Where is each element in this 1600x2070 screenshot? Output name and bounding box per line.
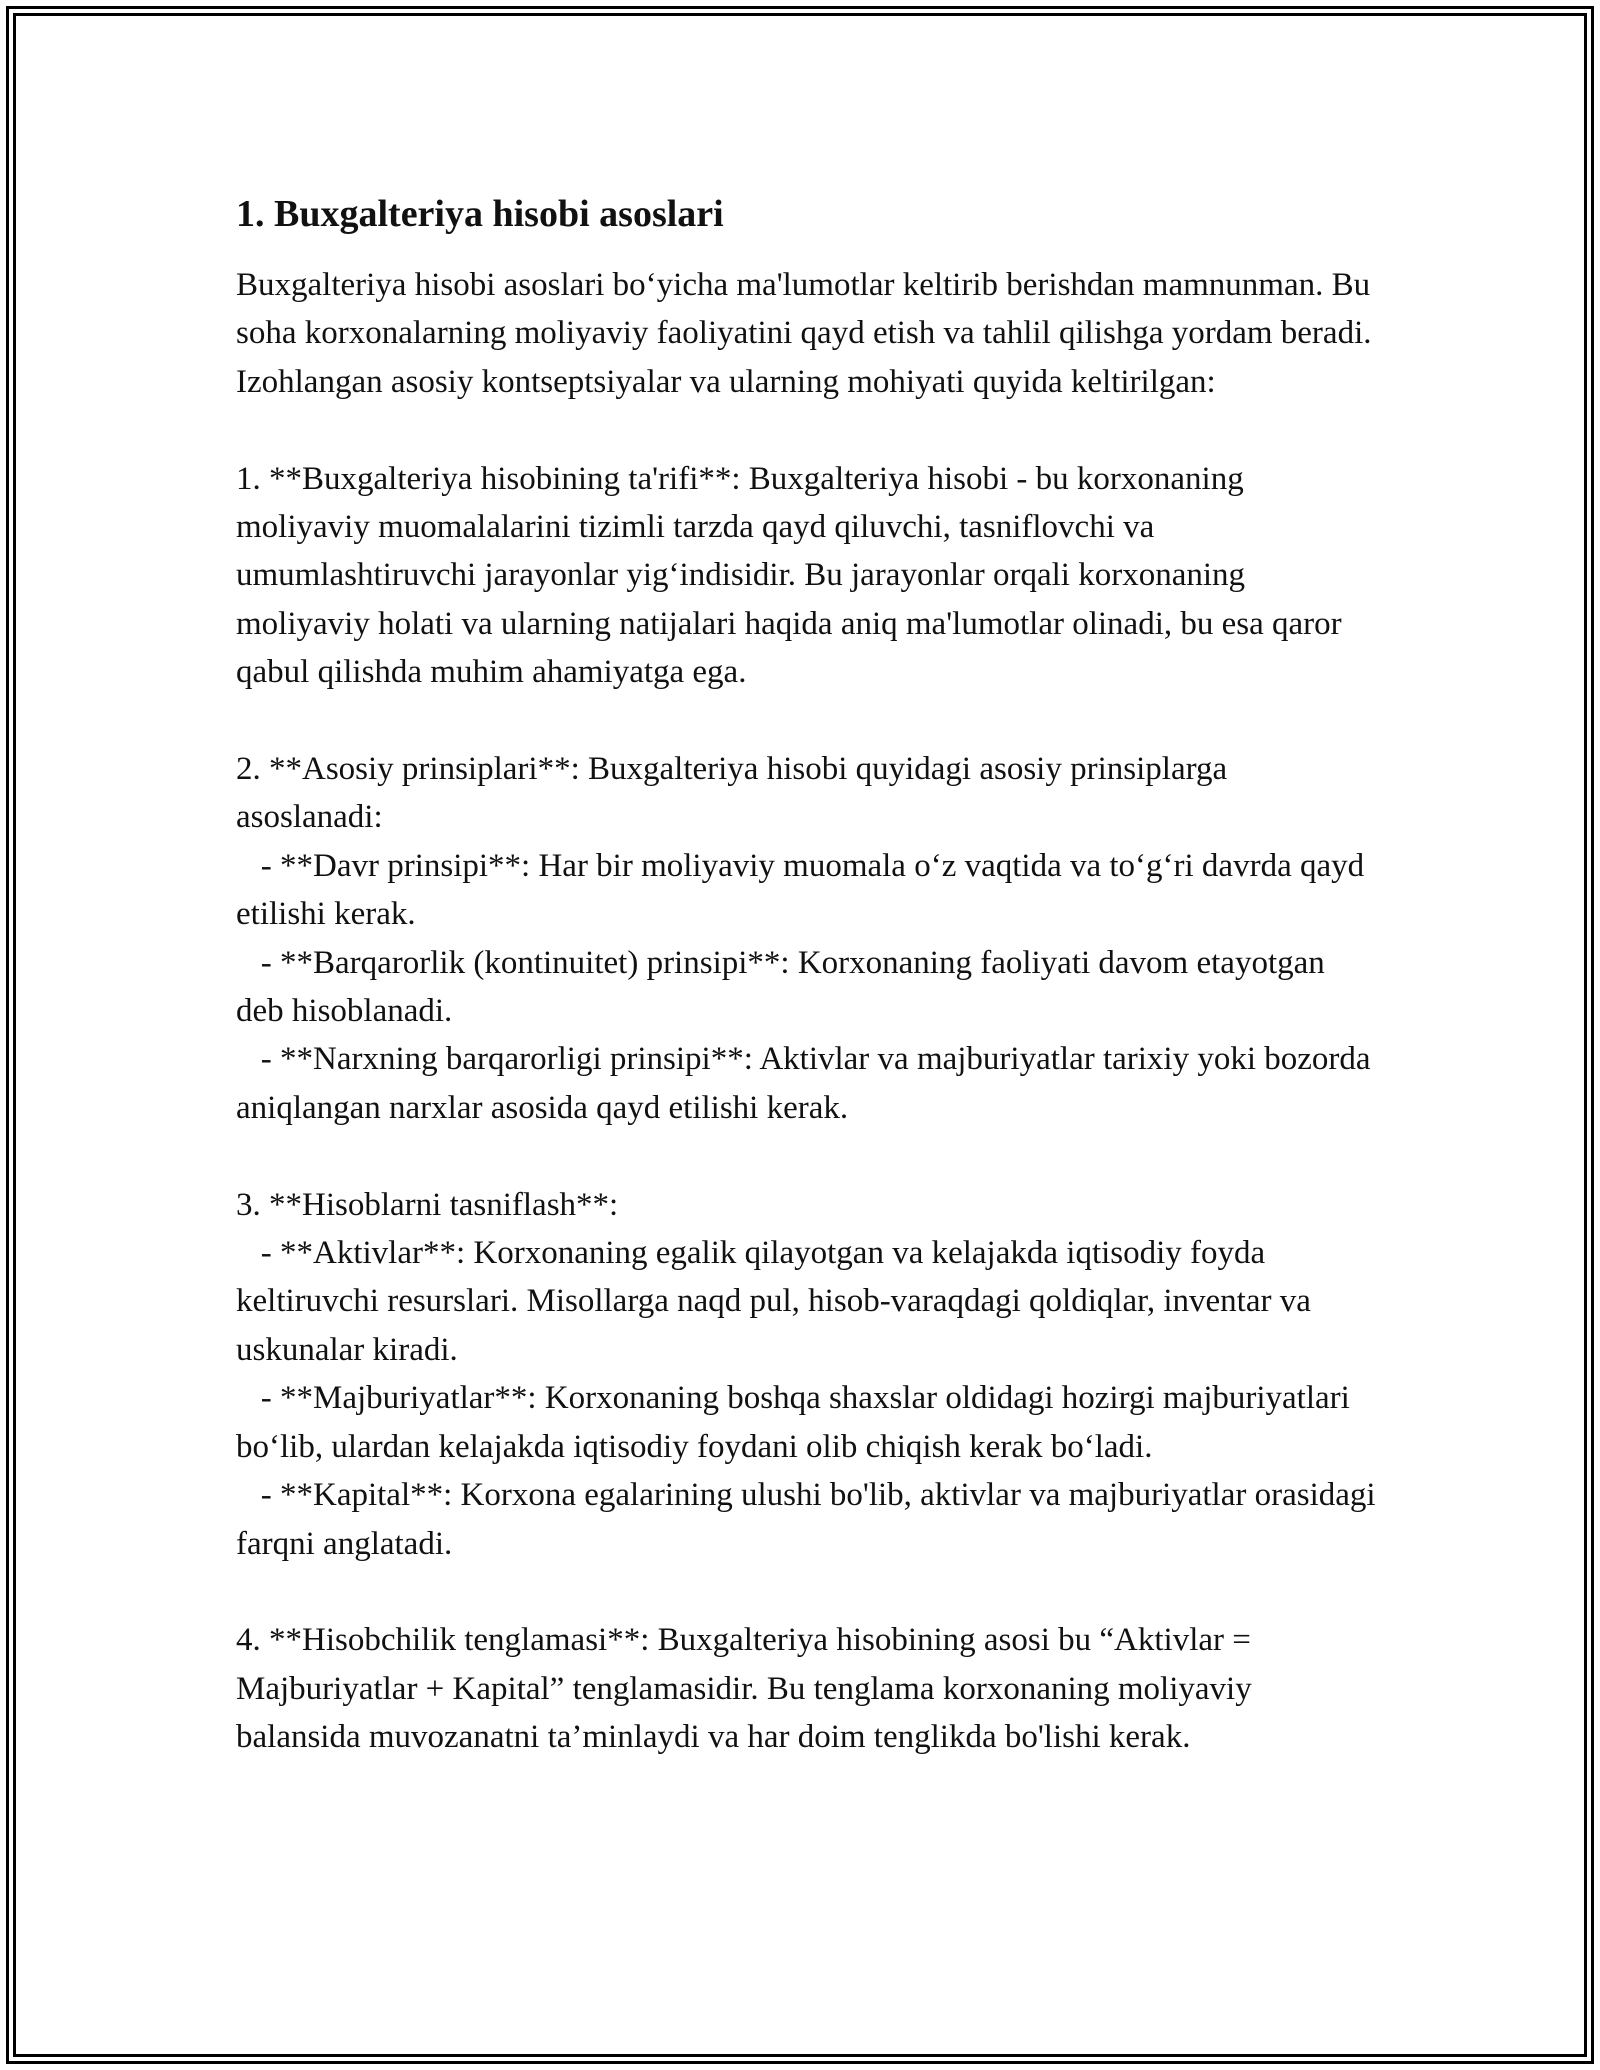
document-body (236, 185, 1384, 1762)
paragraph-gap (236, 406, 1376, 454)
section-2-item-period: - **Davr prinsipi**: Har bir moliyaviy muomala o‘z vaqtida va to‘g‘ri davrda qayd etilishi kerak. (236, 847, 1373, 933)
section-3-item-capital: - **Kapital**: Korxona egalarining ulushi bo'lib, aktivlar va majburiyatlar orasidagi farqni anglatadi. (236, 1477, 1384, 1562)
paragraph-gap (236, 1568, 1376, 1616)
document-title: 1. Buxgalteriya hisobi asoslari (236, 193, 724, 235)
intro-paragraph: Buxgalteriya hisobi asoslari bo‘yicha ma'lumotlar keltirib berishdan mamnunman. Bu soha korxonalarning moliyaviy faoliyatini qayd etish va tahlil qilishga yordam beradi. Izohlangan asosiy kontseptsiyalar va ularning mohiyati quyida keltirilgan: (236, 267, 1380, 400)
section-4-equation: 4. **Hisobchilik tenglamasi**: Buxgalteriya hisobining asosi bu “Aktivlar = Majburiyatlar + Kapital” tenglamasidir. Bu tenglama korxonaning moliyaviy balansida muvozanatni ta’minlaydi va har doim tenglikda bo'lishi kerak. (236, 1622, 1260, 1756)
section-2-heading: 2. **Asosiy prinsiplari**: Buxgalteriya hisobi quyidagi asosiy prinsiplarga asoslanadi: (236, 751, 1236, 836)
section-3-item-assets: - **Aktivlar**: Korxonaning egalik qilayotgan va kelajakda iqtisodiy foyda keltiruvchi resurslari. Misollarga naqd pul, hisob-varaqdagi qoldiqlar, inventar va uskunalar kiradi. (236, 1235, 1320, 1368)
section-2-item-continuity: - **Barqarorlik (kontinuitet) prinsipi**: Korxonaning faoliyati davom etayotgan deb hisoblanadi. (236, 944, 1334, 1030)
section-3-heading: 3. **Hisoblarni tasniflash**: (236, 1186, 619, 1223)
section-2-item-price-stability: - **Narxning barqarorligi prinsipi**: Aktivlar va majburiyatlar tarixiy yoki bozorda aniqlangan narxlar asosida qayd etilishi kerak. (236, 1041, 1379, 1126)
section-1-definition: 1. **Buxgalteriya hisobining ta'rifi**: Buxgalteriya hisobi - bu korxonaning moliyaviy muomalalarini tizimli tarzda qayd qiluvchi, tasniflovchi va umumlashtiruvchi jarayonlar yig‘indisidir. Bu jarayonlar orqali korxonaning moliyaviy holati va ularning natijalari haqida aniq ma'lumotlar olinadi, bu esa qaror qabul qilishda muhim ahamiyatga ega. (236, 460, 1350, 691)
section-3-item-liabilities: - **Majburiyatlar**: Korxonaning boshqa shaxslar oldidagi hozirgi majburiyatlari bo‘lib, ulardan kelajakda iqtisodiy foydani olib chiqish kerak bo‘ladi. (236, 1380, 1359, 1465)
paragraph-gap (236, 697, 1376, 745)
paragraph-gap (236, 1132, 1376, 1180)
